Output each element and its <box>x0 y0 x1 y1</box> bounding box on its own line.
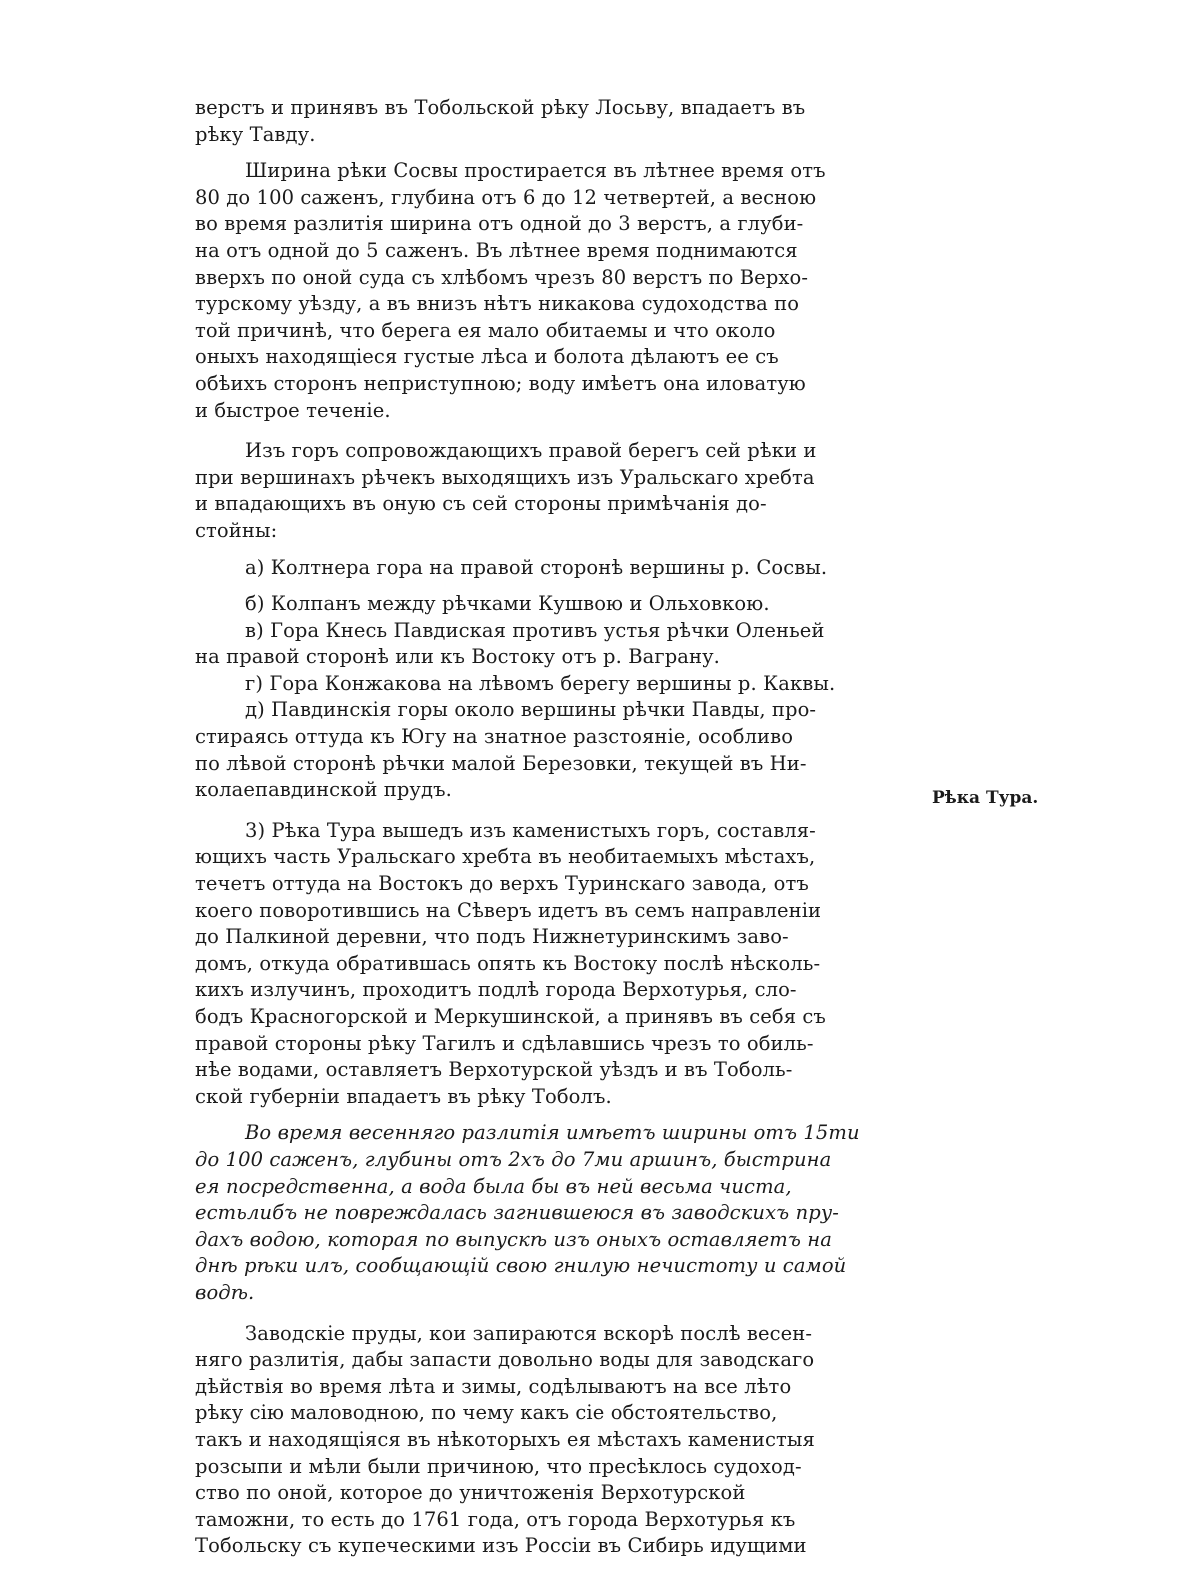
text-line: няго разлитія, дабы запасти довольно воды для заводскаго <box>195 1348 815 1372</box>
text-line: при вершинахъ рѣчекъ выходящихъ изъ Уральскаго хребта <box>195 465 815 489</box>
paragraph-gap <box>195 1110 915 1120</box>
text-line: по лѣвой сторонѣ рѣчки малой Березовки, текущей въ Ни- <box>195 751 807 775</box>
paragraph-gap <box>195 804 915 818</box>
list-item: а) Колтнера гора на правой сторонѣ вершины р. Сосвы. <box>245 555 828 579</box>
text-line: розсыпи и мѣли были причиною, что пресѣклось судоход- <box>195 1454 802 1478</box>
list-item: б) Колпанъ между рѣчками Кушвою и Ольховкою. <box>245 592 770 616</box>
text-line: дѣйствія во время лѣта и зимы, содѣлываютъ на все лѣто <box>195 1374 792 1398</box>
text-line: оныхъ находящіеся густые лѣса и болота дѣлаютъ ее съ <box>195 345 779 369</box>
text-line: ской губерніи впадаетъ въ рѣку Тоболъ. <box>195 1084 612 1108</box>
paragraph-gap <box>195 581 915 591</box>
text-line: домъ, откуда обратившась опять къ Востоку послѣ нѣсколь- <box>195 951 821 975</box>
text-line: Во время весенняго разлитія имѣетъ ширины отъ 15ти <box>245 1121 860 1145</box>
text-line: стойны: <box>195 518 278 542</box>
text-line: вверхъ по оной суда съ хлѣбомъ чрезъ 80 верстъ по Верхо- <box>195 265 809 289</box>
paragraph-gap <box>195 1307 915 1321</box>
text-line: Тобольску съ купеческими изъ Россіи въ Сибирь идущими <box>195 1534 807 1558</box>
text-line: таможни, то есть до 1761 года, отъ города Верхотурья къ <box>195 1507 796 1531</box>
text-line: водѣ. <box>195 1280 255 1304</box>
text-line: на правой сторонѣ или къ Востоку отъ р. Ваграну. <box>195 645 720 669</box>
text-line: правой стороны рѣку Тагилъ и сдѣлавшись чрезъ то обиль- <box>195 1031 814 1055</box>
text-line: дахъ водою, которая по выпускѣ изъ оныхъ оставляетъ на <box>195 1227 832 1251</box>
text-line: рѣку сію маловодною, по чему какъ сіе обстоятельство, <box>195 1401 778 1425</box>
text-line: до Палкиной деревни, что подъ Нижнетуринскимъ заво- <box>195 925 789 949</box>
text-line: на отъ одной до 5 саженъ. Въ лѣтнее время поднимаются <box>195 238 798 262</box>
text-line: колаепавдинской прудъ. <box>195 778 452 802</box>
text-line: бодъ Красногорской и Меркушинской, а принявъ въ себя съ <box>195 1005 826 1028</box>
margin-note: Рѣка Тура. <box>932 788 1039 808</box>
text-line: турскому уѣзду, а въ внизъ нѣтъ никакова судоходства по <box>195 292 800 316</box>
text-line: 3) Рѣка Тура вышедъ изъ каменистыхъ горъ, составля- <box>245 818 816 842</box>
text-line: такъ и находящіяся въ нѣкоторыхъ ея мѣстахъ каменистыя <box>195 1427 815 1451</box>
text-line: стираясь оттуда къ Югу на знатное разстояніе, особливо <box>195 725 794 749</box>
text-line: верстъ и принявъ въ Тобольской рѣку Лосьву, впадаетъ въ <box>195 96 806 119</box>
text-line: Заводскіе пруды, кои запираются вскорѣ послѣ весен- <box>245 1321 813 1345</box>
text-line: коего поворотившись на Сѣверъ идетъ въ семъ направленіи <box>195 898 822 922</box>
list-item: в) Гора Кнесь Павдиская противъ устья рѣчки Оленьей <box>245 618 825 642</box>
text-line: во время разлитія ширина отъ одной до 3 верстъ, а глуби- <box>195 212 804 236</box>
page-text <box>195 95 915 1560</box>
text-line: кихъ излучинъ, проходитъ подлѣ города Верхотурья, сло- <box>195 978 797 1002</box>
text-line: и впадающихъ въ оную съ сей стороны примѣчанія до- <box>195 492 767 516</box>
paragraph-gap <box>195 148 915 158</box>
text-line: естьлибъ не повреждалась загнившеюся въ заводскихъ пру- <box>195 1201 839 1225</box>
text-line: 80 до 100 саженъ, глубина отъ 6 до 12 четвертей, а весною <box>195 185 817 209</box>
text-line: ея посредственна, а вода была бы въ ней весьма чиста, <box>195 1174 792 1198</box>
text-line: до 100 саженъ, глубины отъ 2хъ до 7ми аршинъ, быстрина <box>195 1147 832 1171</box>
text-line: той причинѣ, что берега ея мало обитаемы и что около <box>195 318 776 342</box>
text-line: Ширина рѣки Сосвы простирается въ лѣтнее время отъ <box>245 159 826 183</box>
text-line: и быстрое теченіе. <box>195 398 391 422</box>
text-line: днѣ рѣки илъ, сообщающій свою гнилую нечистоту и самой <box>195 1254 847 1278</box>
list-item: г) Гора Конжакова на лѣвомъ берегу вершины р. Каквы. <box>245 671 836 695</box>
text-line: обѣихъ сторонъ неприступною; воду имѣетъ она иловатую <box>195 371 806 395</box>
text-line: течетъ оттуда на Востокъ до верхъ Туринскаго завода, отъ <box>195 872 809 896</box>
paragraph-gap <box>195 424 915 438</box>
text-line: рѣку Тавду. <box>195 122 316 146</box>
text-line: ющихъ часть Уральскаго хребта въ необитаемыхъ мѣстахъ, <box>195 845 816 869</box>
paragraph-gap <box>195 545 915 555</box>
list-item: д) Павдинскія горы около вершины рѣчки Павды, про- <box>245 698 817 722</box>
text-line: Изъ горъ сопровождающихъ правой берегъ сей рѣки и <box>245 439 817 463</box>
text-line: ство по оной, которое до уничтоженія Верхотурской <box>195 1481 746 1505</box>
text-line: нѣе водами, оставляетъ Верхотурской уѣздъ и въ Тоболь- <box>195 1058 793 1082</box>
